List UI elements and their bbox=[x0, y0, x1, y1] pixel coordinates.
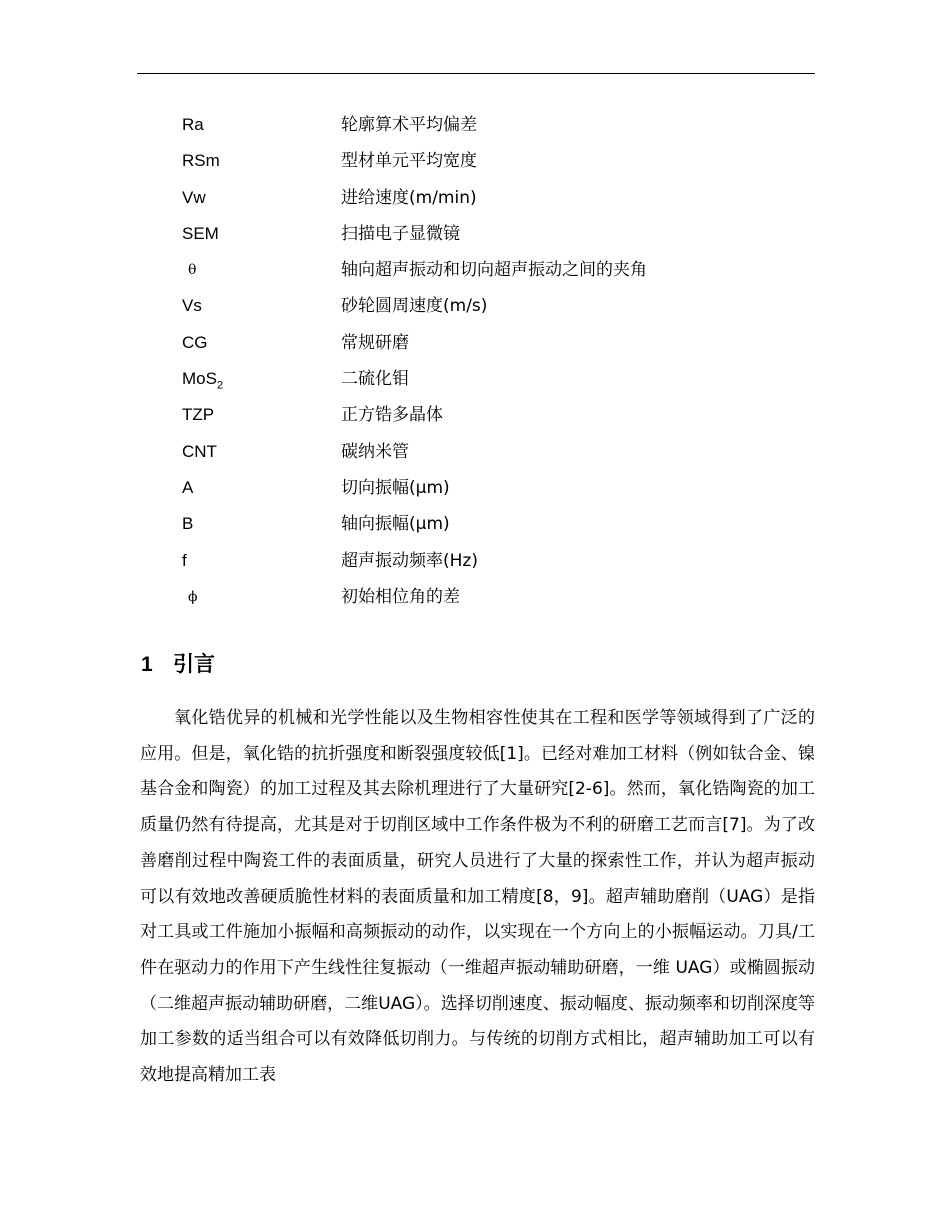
symbol-code: Vw bbox=[182, 187, 206, 207]
nomenclature-row bbox=[182, 397, 822, 433]
header-rule bbox=[137, 73, 815, 74]
nomenclature-row bbox=[182, 470, 822, 506]
symbol-code-subscript: 2 bbox=[216, 379, 224, 392]
symbol-code: RSm bbox=[182, 151, 220, 171]
symbol-code: Vs bbox=[182, 296, 202, 316]
section-heading bbox=[141, 648, 215, 681]
nomenclature-row bbox=[182, 143, 822, 179]
nomenclature-row bbox=[182, 107, 822, 143]
symbol-description: 砂轮圆周速度(m/s) bbox=[341, 296, 488, 317]
nomenclature-row bbox=[182, 361, 822, 397]
symbol-description: 初始相位角的差 bbox=[341, 586, 460, 607]
nomenclature-row bbox=[182, 325, 822, 361]
symbol-description: 超声振动频率(Hz) bbox=[341, 550, 478, 571]
symbol-code: SEM bbox=[182, 223, 219, 243]
symbol-description: 轮廓算术平均偏差 bbox=[341, 115, 477, 135]
nomenclature-row bbox=[182, 252, 822, 288]
symbol-code: f bbox=[182, 550, 187, 570]
symbol-description: 扫描电子显微镜 bbox=[341, 223, 460, 244]
symbol-code bbox=[182, 361, 223, 397]
symbol-code: B bbox=[182, 514, 194, 534]
symbol-code: A bbox=[182, 477, 194, 497]
body-paragraph: 氧化锆优异的机械和光学性能以及生物相容性使其在工程和医学等领域得到了广泛的应用。但是，氧化锆的抗折强度和断裂强度较低[1]。已经对难加工材料（例如钛合金、镍基合金和陶瓷）的加工过程及其去除机理进行了大量研究[2-6]。然而，氧化锆陶瓷的加工质量仍然有待提高，尤其是对于切削区域中工作条件极为不利的研磨工艺而言[7]。为了改善磨削过程中陶瓷工件的表面质量，研究人员进行了大量的探索性工作，并认为超声振动可以有效地改善硬质脆性材料的表面质量和加工精度[8，9]。超声辅助磨削（UAG）是指对工具或工件施加小振幅和高频振动的动作，以实现在一个方向上的小振幅运动。刀具/工件在驱动力的作用下产生线性往复振动（一维超声振动辅助研磨，一维 UAG）或椭圆振动（二维超声振动辅助研磨，二维UAG）。选择切削速度、振动幅度、振动频率和切削深度等加工参数的适当组合可以有效降低切削力。与传统的切削方式相比，超声辅助加工可以有效地提高精加工表 bbox=[140, 708, 815, 1086]
symbol-code: θ bbox=[188, 262, 197, 279]
symbol-code: CNT bbox=[182, 441, 217, 461]
section-title: 引言 bbox=[173, 652, 215, 676]
symbol-description: 二硫化钼 bbox=[341, 369, 409, 390]
section-number: 1 bbox=[141, 653, 153, 676]
symbol-description: 常规研磨 bbox=[341, 332, 409, 353]
symbol-description: 轴向超声振动和切向超声振动之间的夹角 bbox=[341, 260, 647, 281]
symbol-code: CG bbox=[182, 332, 208, 352]
nomenclature-row bbox=[182, 180, 822, 216]
symbol-description: 轴向振幅(μm) bbox=[341, 514, 450, 535]
symbol-description: 型材单元平均宽度 bbox=[341, 151, 477, 172]
nomenclature-row bbox=[182, 288, 822, 324]
nomenclature-row bbox=[182, 434, 822, 470]
symbol-description: 正方锆多晶体 bbox=[341, 405, 443, 426]
symbol-code-base: MoS bbox=[182, 369, 217, 389]
symbol-code: ϕ bbox=[188, 588, 198, 605]
symbol-description: 碳纳米管 bbox=[341, 441, 409, 462]
symbol-code: TZP bbox=[182, 405, 215, 425]
nomenclature-row bbox=[182, 506, 822, 542]
nomenclature-row bbox=[182, 543, 822, 579]
nomenclature-row bbox=[182, 579, 822, 615]
symbol-code: Ra bbox=[182, 115, 204, 134]
nomenclature-list bbox=[182, 107, 822, 615]
symbol-description: 进给速度(m/min) bbox=[341, 187, 477, 208]
symbol-description: 切向振幅(μm) bbox=[341, 477, 450, 498]
nomenclature-row bbox=[182, 216, 822, 252]
